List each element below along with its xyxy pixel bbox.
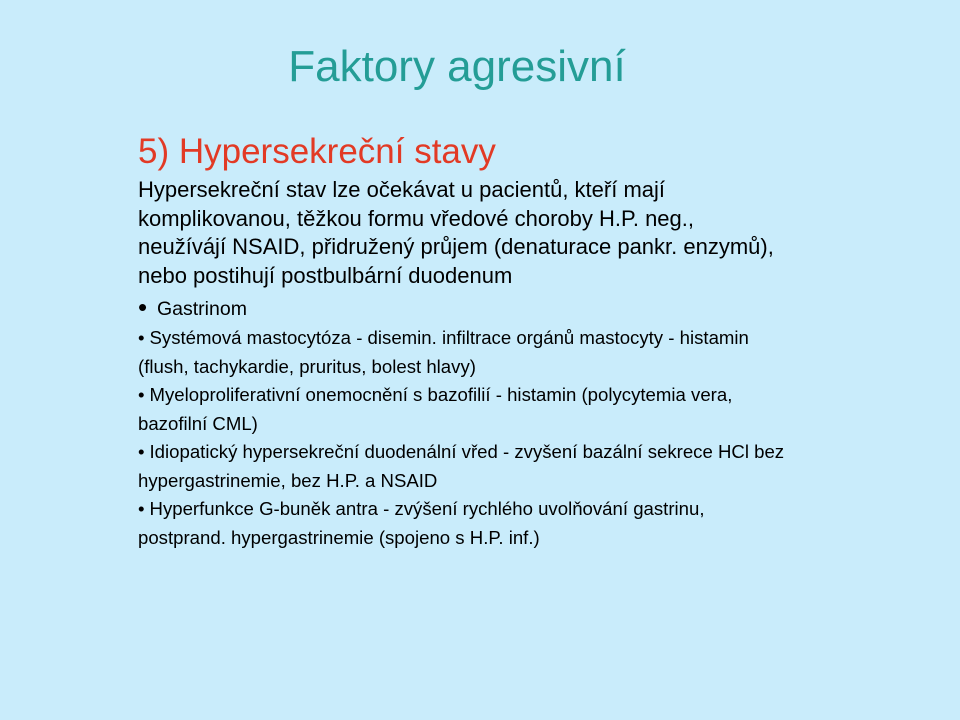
slide-content [138, 130, 788, 552]
bullet-text: Systémová mastocytóza - disemin. infiltrace orgánů mastocyty - histamin (flush, tachykardie, pruritus, bolest hlavy) [138, 327, 749, 377]
bullet-item [138, 324, 788, 381]
section-heading: 5) Hypersekreční stavy [138, 132, 496, 171]
bullet-text: Hyperfunkce G-buněk antra - zvýšení rychlého uvolňování gastrinu, postprand. hypergastrinemie (spojeno s H.P. inf.) [138, 498, 705, 548]
slide-title: Faktory agresivní [288, 42, 626, 91]
bullet-item [138, 438, 788, 495]
bullet-dot: • [138, 327, 145, 348]
bullet-item [138, 294, 788, 324]
bullet-item [138, 495, 788, 552]
bullet-dot: • [138, 292, 148, 322]
bullet-text: Gastrinom [157, 298, 247, 320]
bullet-dot: • [138, 498, 145, 519]
bullet-text: Idiopatický hypersekreční duodenální vřed - zvyšení bazální sekrece HCl bez hypergastrinemie, bez H.P. a NSAID [138, 441, 785, 491]
intro-paragraph: Hypersekreční stav lze očekávat u pacientů, kteří mají komplikovanou, těžkou formu vředové choroby H.P. neg., neužívájí NSAID, přidružený průjem (denaturace pankr. enzymů), nebo postihují postbulbární duodenum [138, 177, 774, 288]
bullet-item [138, 381, 788, 438]
bullet-dot: • [138, 441, 145, 462]
bullet-text: Myeloproliferativní onemocnění s bazofilií - histamin (polycytemia vera, bazofilní CML) [138, 384, 733, 434]
bullet-dot: • [138, 384, 145, 405]
